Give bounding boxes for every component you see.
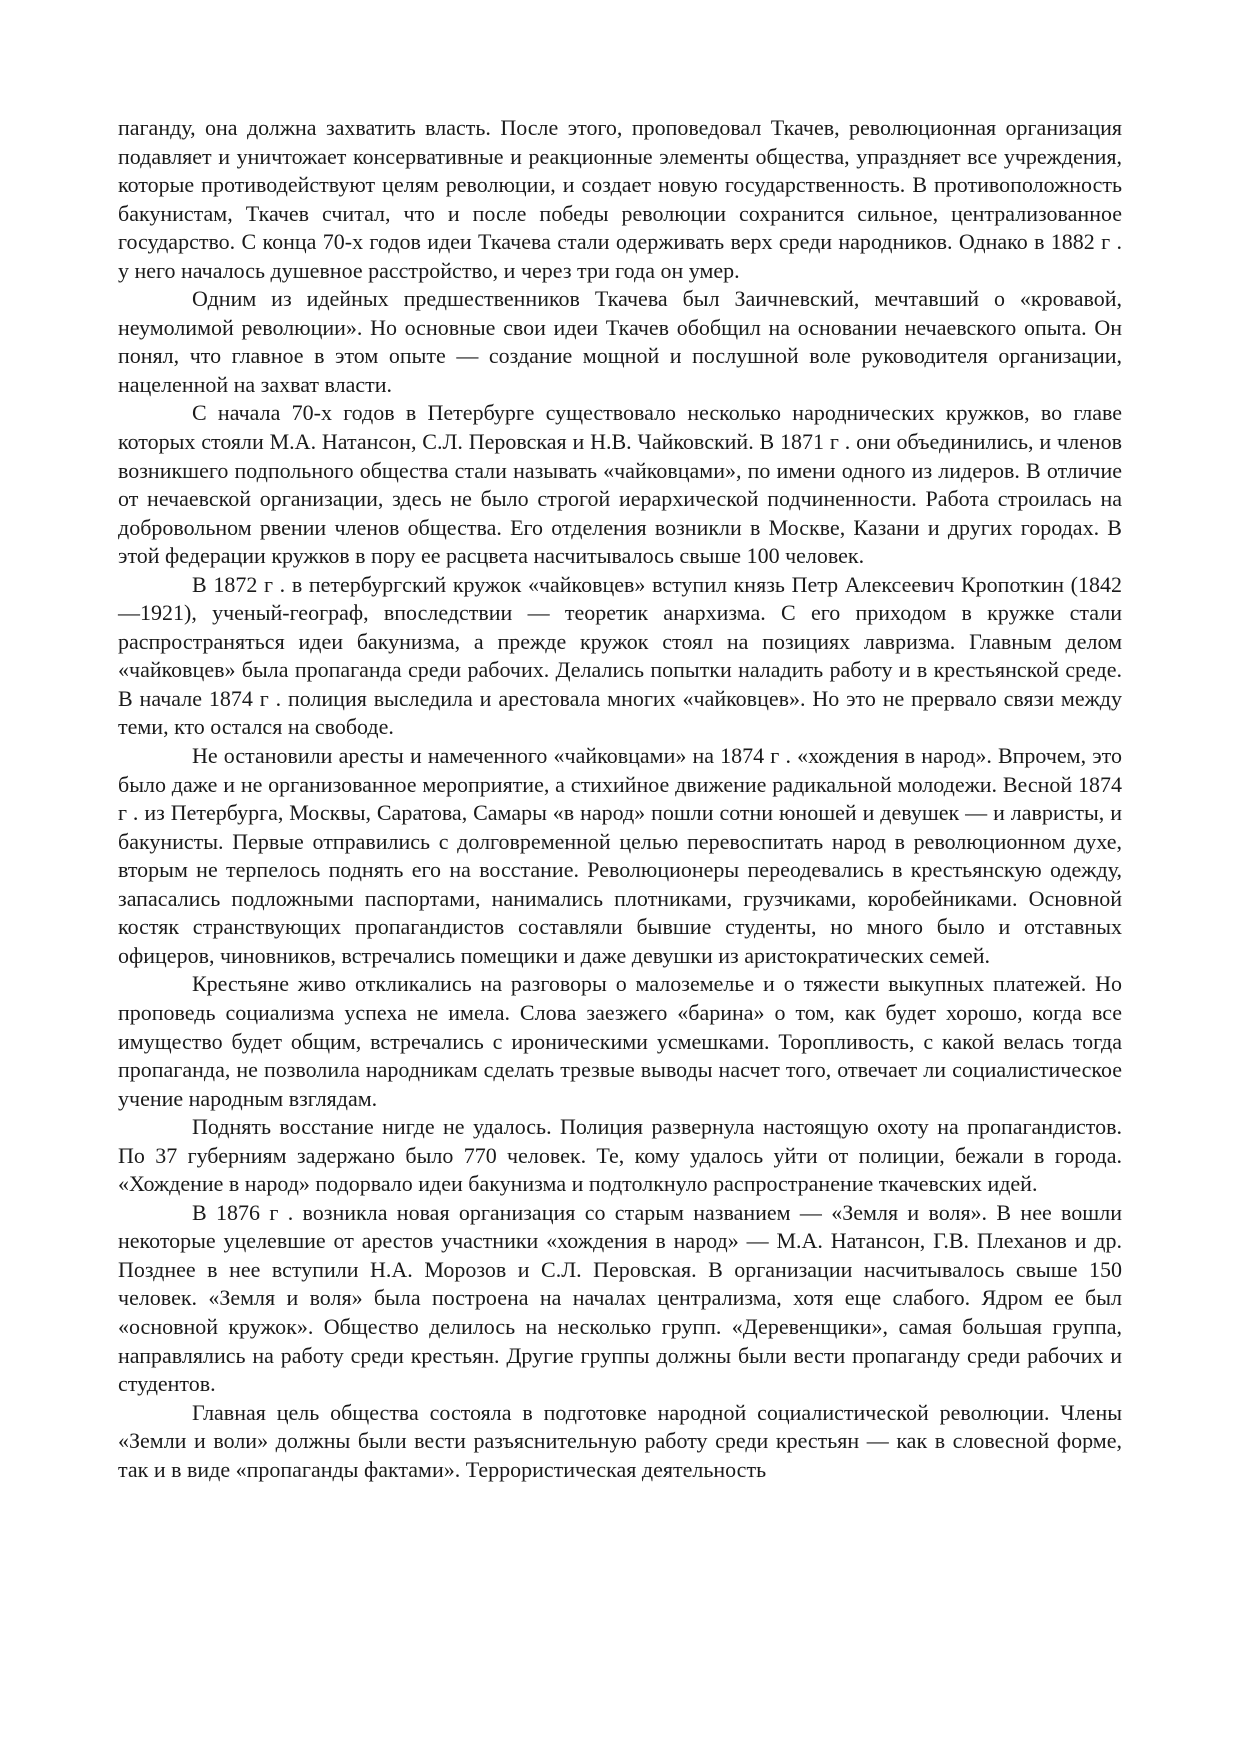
paragraph-main-goal: Главная цель общества состояла в подготовке народной социалистической революции. Члены «Земли и воли» должны были вести разъяснительную работу среди крестьян — как в словесной форме, так и в виде «пропаганды фактами». Террористическая деятельность [118,1399,1122,1482]
document-page [118,114,1122,1484]
paragraph-kropotkin: В 1872 г . в петербургский кружок «чайковцев» вступил князь Петр Алексеевич Кропоткин (1842—1921), ученый-географ, впоследствии — теоретик анархизма. С его приходом в кружке стали распространяться идеи бакунизма, а прежде кружок стоял на позициях лавризма. Главным делом «чайковцев» была пропаганда среди рабочих. Делались попытки наладить работу и в крестьянской среде. В начале 1874 г . полиция выследила и арестовала многих «чайковцев». Но это не прервало связи между теми, кто остался на свободе. [118,571,1122,740]
paragraph-peasants: Крестьяне живо откликались на разговоры о малоземелье и о тяжести выкупных платежей. Но проповедь социализма успеха не имела. Слова заезжего «барина» о том, как будет хорошо, когда все имущество будет общим, встречались с ироническими усмешками. Торопливость, с какой велась тогда пропаганда, не позволила народникам сделать трезвые выводы насчет того, отвечает ли социалистическое учение народным взглядам. [118,971,1122,1111]
paragraph-zaichnevsky: Одним из идейных предшественников Ткачева был Заичневский, мечтавший о «кровавой, неумолимой революции». Но основные свои идеи Ткачев обобщил на основании нечаевского опыта. Он понял, что главное в этом опыте — создание мощной и послушной воле руководителя организации, нацеленной на захват власти. [118,286,1122,397]
paragraph-zemlya-i-volya: В 1876 г . возникла новая организация со старым названием — «Земля и воля». В нее вошли некоторые уцелевшие от арестов участники «хождения в народ» — М.А. Натансон, Г.В. Плеханов и др. Позднее в нее вступили Н.А. Морозов и С.Л. Перовская. В организации насчитывалось свыше 150 человек. «Земля и воля» была построена на началах централизма, хотя еще слабого. Ядром ее был «основной кружок». Общество делилось на несколько групп. «Деревенщики», самая большая группа, направлялись на работу среди крестьян. Другие группы должны были вести пропаганду среди рабочих и студентов. [118,1199,1122,1397]
paragraph-continuation: паганду, она должна захватить власть. После этого, проповедовал Ткачев, революционная организация подавляет и уничтожает консервативные и реакционные элементы общества, упраздняет все учреждения, которые противодействуют целям революции, и создает новую государственность. В противоположность бакунистам, Ткачев считал, что и после победы революции сохранится сильное, централизованное государство. С конца 70-х годов идеи Ткачева стали одерживать верх среди народников. Однако в 1882 г . у него началось душевное расстройство, и через три года он умер. [118,115,1122,283]
paragraph-chaikovtsy: С начала 70-х годов в Петербурге существовало несколько народнических кружков, во главе которых стояли М.А. Натансон, С.Л. Перовская и Н.В. Чайковский. В 1871 г . они объединились, и членов возникшего подпольного общества стали называть «чайковцами», по имени одного из лидеров. В отличие от нечаевской организации, здесь не было строгой иерархической подчиненности. Работа строилась на добровольном рвении членов общества. Его отделения возникли в Москве, Казани и других городах. В этой федерации кружков в пору ее расцвета насчитывалось свыше 100 человек. [118,400,1122,569]
paragraph-going-to-people: Не остановили аресты и намеченного «чайковцами» на 1874 г . «хождения в народ». Впрочем, это было даже и не организованное мероприятие, а стихийное движение радикальной молодежи. Весной 1874 г . из Петербурга, Москвы, Саратова, Самары «в народ» пошли сотни юношей и девушек — и лавристы, и бакунисты. Первые отправились с долговременной целью перевоспитать народ в революционном духе, вторым не терпелось поднять его на восстание. Революционеры переодевались в крестьянскую одежду, запасались подложными паспортами, нанимались плотниками, грузчиками, коробейниками. Основной костяк странствующих пропагандистов составляли бывшие студенты, но много было и отставных офицеров, чиновников, встречались помещики и даже девушки из аристократических семей. [118,743,1122,968]
paragraph-uprising: Поднять восстание нигде не удалось. Полиция развернула настоящую охоту на пропагандистов. По 37 губерниям задержано было 770 человек. Те, кому удалось уйти от полиции, бежали в города. «Хождение в народ» подорвало идеи бакунизма и подтолкнуло распространение ткачевских идей. [118,1114,1122,1197]
